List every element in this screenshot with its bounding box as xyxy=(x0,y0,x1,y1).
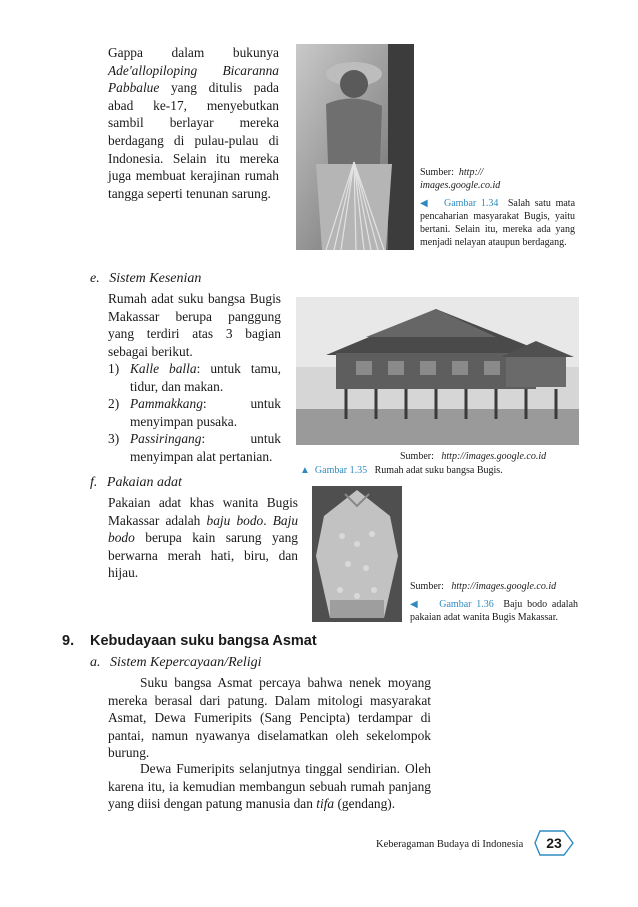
house-photo xyxy=(296,297,579,445)
source-url: http://images.google.co.id xyxy=(451,581,557,592)
section-f-heading xyxy=(90,474,182,492)
source-url: http://images.google.co.id xyxy=(441,451,547,462)
arrow-left-icon: ◀ xyxy=(410,599,420,610)
list-number: 1) xyxy=(108,361,120,376)
term-tifa: tifa xyxy=(316,796,335,812)
term-baju-bodo: baju bodo xyxy=(206,512,264,528)
section-title: Kebudayaan suku bangsa Asmat xyxy=(90,633,317,649)
intro-text-a: Gappa dalam bukunya xyxy=(108,45,279,60)
figure-label: Gambar 1.36 xyxy=(439,599,494,610)
section-9-para-1: Suku bangsa Asmat percaya bahwa nenek moyang mereka berasal dari patung. Dalam mitologi masyarakat Asmat, Dewa Fumeripits (Sang Pencipta) terdampar di pantai, namun nyawanya diselamatkan oleh sekelompok burung. xyxy=(108,675,431,761)
figure-label: Gambar 1.34 xyxy=(444,198,499,209)
list-number: 2) xyxy=(108,396,120,412)
figure-label: Gambar 1.35 xyxy=(314,465,368,476)
section-marker: a. xyxy=(90,655,101,670)
page-number-badge xyxy=(534,830,574,856)
list-desc: : untuk menyimpan alat pertanian. xyxy=(130,431,281,464)
figure-1-34-source xyxy=(420,166,575,192)
section-e-list xyxy=(108,360,281,466)
intro-text-b: yang ditulis pada abad ke-17, menyebutkan sambil berlayar mereka berdagang di pulau-pulau di Indonesia. Selain itu mereka juga membuat kerajinan rumah tangga seperti tenunan sarung. xyxy=(108,80,279,201)
section-e-intro: Rumah adat suku bangsa Bugis Makassar berupa panggung yang terdiri atas 3 bagian sebagai berikut. xyxy=(108,291,281,359)
arrow-left-icon: ◀ xyxy=(420,198,430,209)
figure-1-35-text xyxy=(300,464,580,477)
para-2-text-b: (gendang). xyxy=(334,796,396,812)
section-9-para-2 xyxy=(108,760,431,813)
arrow-up-icon: ▲ xyxy=(300,465,310,476)
figure-1-34-caption xyxy=(420,166,575,249)
list-term: Passiringang xyxy=(130,431,202,447)
section-number: 9. xyxy=(62,633,75,649)
section-marker: f. xyxy=(90,475,98,490)
source-label: Sumber: xyxy=(420,167,454,178)
section-marker: e. xyxy=(90,271,100,286)
section-title: Sistem Kesenian xyxy=(109,271,202,286)
figure-1-36-caption xyxy=(410,580,578,624)
figure-caption: Baju bodo adalah pakaian adat wanita Bugis Makassar. xyxy=(410,599,579,623)
list-number: 3) xyxy=(108,431,120,447)
section-f-paragraph xyxy=(108,494,298,582)
figure-caption: Rumah adat suku bangsa Bugis. xyxy=(374,465,503,476)
footer-book-title: Keberagaman Budaya di Indonesia xyxy=(376,839,524,850)
list-desc: : untuk tamu, tidur, dan makan. xyxy=(130,361,281,394)
section-title: Sistem Kepercayaan/Religi xyxy=(110,655,262,670)
section-f-text-c: berupa kain sarung yang berwarna merah hati, biru, dan hijau. xyxy=(108,530,298,581)
figure-1-34-text xyxy=(420,197,575,249)
source-url: http:// xyxy=(458,167,484,178)
section-9a-heading xyxy=(90,654,262,672)
section-9-heading xyxy=(62,632,317,650)
source-url-cont: images.google.co.id xyxy=(420,180,501,191)
farmer-photo xyxy=(296,44,414,250)
page-number: 23 xyxy=(546,835,562,851)
figure-1-36-text xyxy=(410,598,578,624)
section-f-text-a: Pakaian adat khas wanita Bugis Makassar adalah xyxy=(108,495,298,528)
list-item xyxy=(108,360,281,395)
figure-caption: Salah satu mata pencaharian masyarakat Bugis, yaitu bertani. Selain itu, mereka ada yang menjadi nelayan ataupun berdagang. xyxy=(420,198,576,248)
figure-1-36-source xyxy=(410,580,578,593)
term-baju-bodo-2: Baju bodo xyxy=(108,512,299,546)
section-e-heading xyxy=(90,270,201,288)
source-label: Sumber: xyxy=(410,581,444,592)
source-label: Sumber: xyxy=(400,451,434,462)
intro-book-title: Ade'allopiloping Bicaranna Pabbalue xyxy=(108,62,279,96)
intro-paragraph xyxy=(108,44,279,202)
baju-bodo-photo xyxy=(312,486,402,622)
list-term: Pammakkang xyxy=(130,396,203,412)
section-title: Pakaian adat xyxy=(106,475,182,490)
list-item xyxy=(108,395,281,430)
para-2-text-a: Dewa Fumeripits selanjutnya tinggal sendirian. Oleh karena itu, ia kemudian membangun sebuah rumah panjang yang diisi dengan patung manusia dan xyxy=(108,761,431,812)
figure-1-35-source xyxy=(400,450,580,463)
list-desc: : untuk menyimpan pusaka. xyxy=(130,396,281,429)
list-item xyxy=(108,430,281,465)
section-f-text-b: . xyxy=(263,512,273,528)
list-term: Kalle balla xyxy=(130,361,197,376)
